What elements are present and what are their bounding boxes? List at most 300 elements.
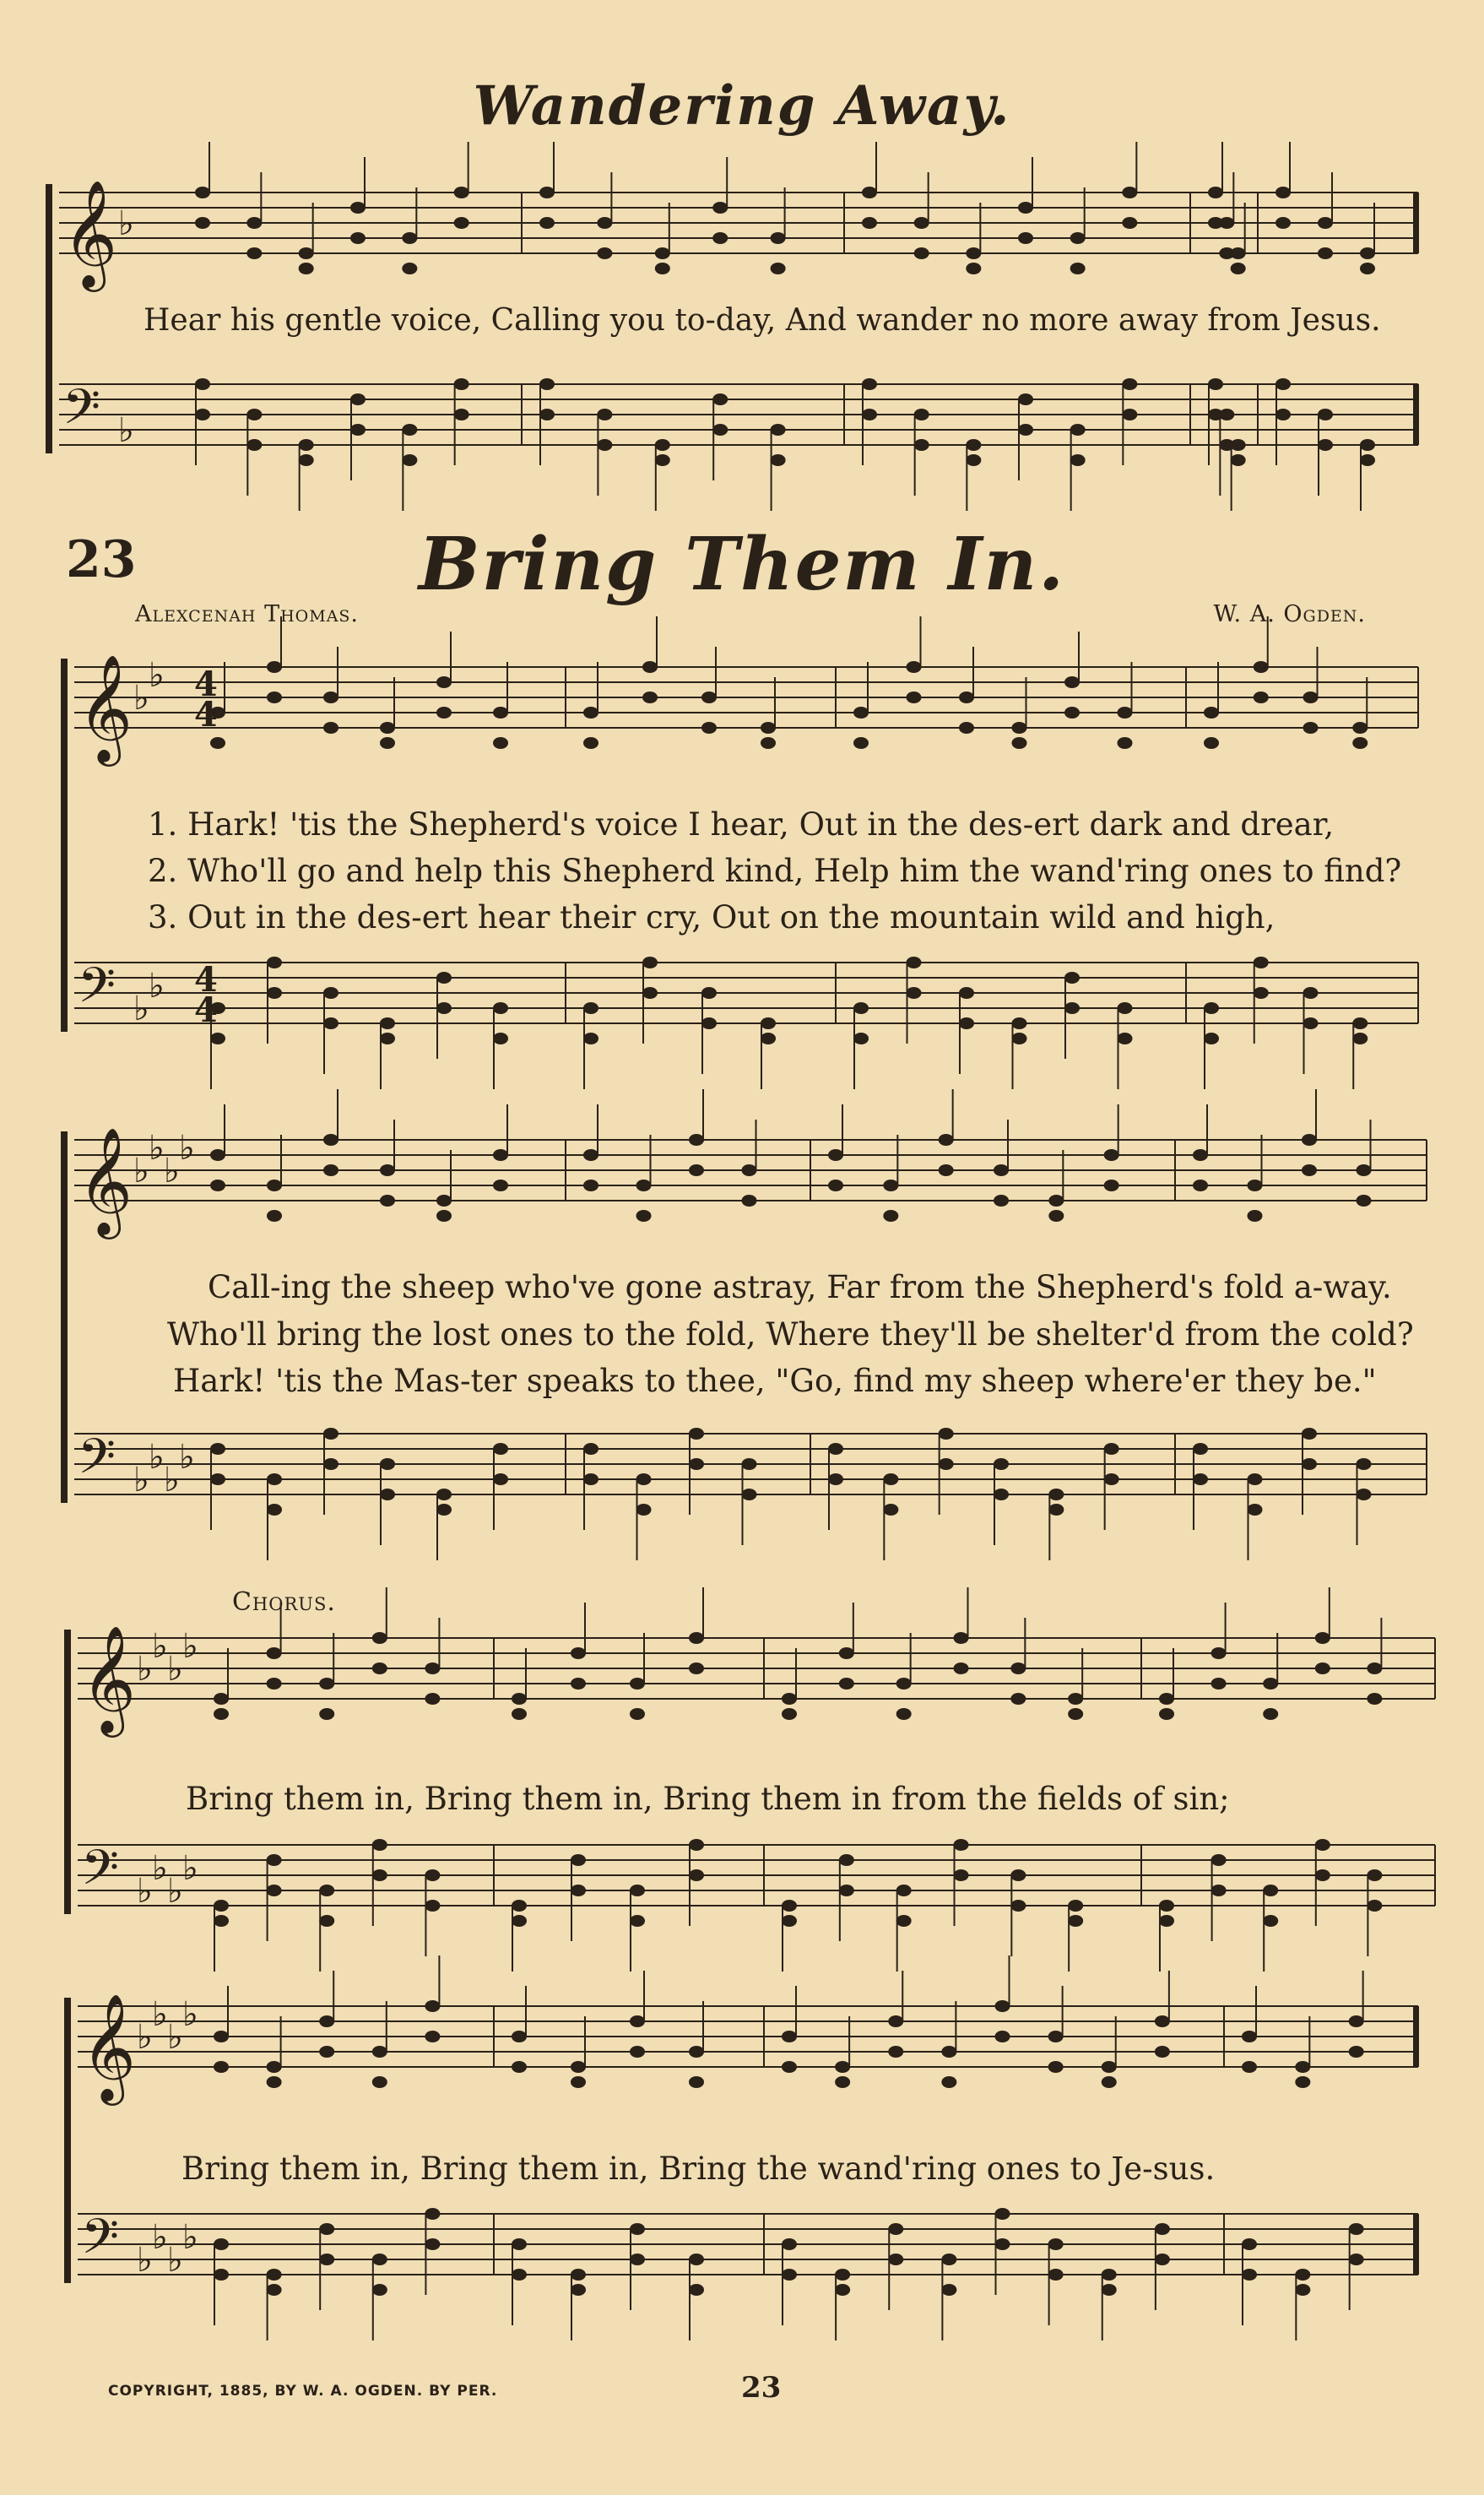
- note-head: [299, 247, 314, 259]
- note-head: [995, 2000, 1010, 2012]
- note-head: [372, 1839, 387, 1851]
- lyricist-credit: Alexcenah Thomas.: [135, 601, 360, 627]
- note-head: [493, 1149, 508, 1161]
- note-head: [1367, 1693, 1382, 1705]
- note-head: [1254, 957, 1269, 968]
- previous-hymn-lyrics: Hear his gentle voice, Calling you to-day, And wander no more away from Jesus.: [144, 303, 1381, 338]
- treble-clef-icon: 𝄞: [81, 1624, 137, 1733]
- note-head: [512, 2269, 527, 2281]
- note-head: [436, 707, 452, 719]
- note-head: [896, 1885, 912, 1896]
- note-head: [1275, 217, 1291, 229]
- note-head: [454, 187, 469, 198]
- note-head: [323, 1017, 339, 1029]
- note-head: [539, 409, 555, 420]
- note-head: [1357, 1164, 1372, 1176]
- flat-sign-icon: ♭: [137, 2018, 153, 2057]
- note-head: [1193, 1473, 1208, 1485]
- treble-clef-icon: 𝄞: [62, 179, 118, 287]
- note-head: [319, 2015, 334, 2027]
- note-head: [372, 2254, 387, 2265]
- note-head: [402, 232, 417, 244]
- note-head: [1360, 263, 1375, 274]
- note-head: [1204, 707, 1219, 719]
- note-head: [1219, 217, 1234, 229]
- note-head: [853, 1033, 869, 1044]
- note-head: [380, 1033, 395, 1044]
- note-head: [883, 1180, 898, 1191]
- note-head: [1231, 454, 1246, 466]
- note-head: [319, 1708, 334, 1720]
- note-head: [1155, 2223, 1170, 2235]
- note-head: [862, 378, 877, 390]
- note-head: [1193, 1149, 1208, 1161]
- final-barline: [1413, 2006, 1419, 2067]
- note-head: [454, 378, 469, 390]
- note-head: [1010, 1900, 1026, 1912]
- note-head: [907, 987, 922, 999]
- note-head: [1231, 263, 1246, 274]
- note-head: [210, 1473, 225, 1485]
- note-head: [425, 2000, 440, 2012]
- time-signature-bottom: 4: [194, 695, 218, 735]
- note-head: [512, 2061, 527, 2073]
- note-head: [1352, 737, 1368, 749]
- note-head: [883, 1504, 898, 1516]
- note-head: [1208, 187, 1223, 198]
- note-head: [1064, 707, 1080, 719]
- note-head: [1018, 202, 1033, 214]
- note-head: [267, 1473, 282, 1485]
- note-head: [299, 439, 314, 451]
- note-head: [862, 217, 877, 229]
- note-head: [1254, 661, 1269, 673]
- note-head: [771, 232, 786, 244]
- flat-sign-icon: ♭: [137, 1650, 153, 1689]
- note-head: [583, 1473, 598, 1485]
- note-head: [571, 2284, 586, 2296]
- flat-sign-icon: ♭: [149, 1129, 165, 1168]
- note-head: [771, 424, 786, 436]
- note-head: [493, 1002, 508, 1014]
- note-head: [1048, 1195, 1064, 1207]
- previous-hymn-title: Wandering Away.: [473, 74, 1011, 138]
- final-barline: [1413, 2214, 1419, 2275]
- note-head: [319, 1915, 334, 1927]
- note-head: [210, 1443, 225, 1455]
- flat-sign-icon: ♭: [164, 1461, 180, 1500]
- flat-sign-icon: ♭: [133, 679, 149, 718]
- flat-sign-icon: ♭: [118, 411, 134, 450]
- note-head: [939, 1164, 954, 1176]
- note-head: [267, 987, 282, 999]
- note-head: [1122, 187, 1137, 198]
- note-head: [493, 1033, 508, 1044]
- note-head: [246, 217, 262, 229]
- note-head: [689, 1662, 704, 1674]
- note-head: [853, 707, 869, 719]
- note-head: [380, 1017, 395, 1029]
- note-head: [712, 232, 728, 244]
- note-head: [853, 1002, 869, 1014]
- note-head: [835, 2061, 850, 2073]
- note-head: [1263, 1885, 1278, 1896]
- note-head: [436, 676, 452, 688]
- note-head: [571, 1647, 586, 1659]
- note-head: [1118, 737, 1133, 749]
- note-head: [712, 424, 728, 436]
- note-head: [1349, 2254, 1364, 2265]
- note-head: [597, 439, 612, 451]
- note-head: [323, 722, 339, 734]
- note-head: [1159, 1708, 1174, 1720]
- flat-sign-icon: ♭: [152, 2218, 168, 2257]
- note-head: [1155, 2015, 1170, 2027]
- note-head: [630, 1885, 645, 1896]
- note-head: [1211, 1854, 1227, 1866]
- note-head: [939, 1458, 954, 1470]
- treble-clef-icon: 𝄞: [78, 654, 133, 762]
- note-head: [1367, 1900, 1382, 1912]
- note-head: [966, 454, 981, 466]
- note-head: [210, 1180, 225, 1191]
- note-head: [372, 2284, 387, 2296]
- page-number: 23: [741, 2371, 782, 2405]
- note-head: [636, 1210, 652, 1222]
- note-head: [571, 2061, 586, 2073]
- note-head: [1102, 2061, 1117, 2073]
- note-head: [539, 187, 555, 198]
- note-head: [1275, 409, 1291, 420]
- flat-sign-icon: ♭: [167, 1650, 183, 1689]
- note-head: [323, 1428, 339, 1440]
- note-head: [1018, 393, 1033, 405]
- note-head: [1104, 1180, 1119, 1191]
- note-head: [246, 409, 262, 420]
- note-head: [1315, 1839, 1330, 1851]
- time-signature-top: 4: [194, 664, 218, 704]
- note-head: [914, 217, 929, 229]
- note-head: [1064, 1002, 1080, 1014]
- note-head: [372, 1662, 387, 1674]
- note-head: [267, 2284, 282, 2296]
- note-head: [782, 2061, 797, 2073]
- note-head: [1302, 1164, 1317, 1176]
- note-head: [862, 409, 877, 420]
- note-head: [761, 1017, 776, 1029]
- note-head: [267, 2061, 282, 2073]
- note-head: [896, 1915, 912, 1927]
- note-head: [630, 2015, 645, 2027]
- note-head: [571, 1854, 586, 1866]
- note-head: [636, 1180, 652, 1191]
- note-head: [883, 1473, 898, 1485]
- note-head: [1048, 2238, 1064, 2250]
- note-head: [1248, 1473, 1263, 1485]
- note-head: [350, 393, 366, 405]
- final-barline: [1413, 193, 1419, 253]
- note-head: [1349, 2046, 1364, 2058]
- note-head: [914, 409, 929, 420]
- note-head: [689, 1164, 704, 1176]
- note-head: [1155, 2254, 1170, 2265]
- note-head: [888, 2015, 903, 2027]
- note-head: [380, 1458, 395, 1470]
- note-head: [896, 1678, 912, 1690]
- note-head: [319, 1885, 334, 1896]
- note-head: [1275, 187, 1291, 198]
- note-head: [642, 957, 658, 968]
- note-head: [380, 1195, 395, 1207]
- note-head: [888, 2254, 903, 2265]
- note-head: [195, 378, 210, 390]
- note-head: [597, 409, 612, 420]
- note-head: [954, 1869, 969, 1881]
- system-bracket: [61, 1131, 68, 1503]
- note-head: [195, 409, 210, 420]
- note-head: [689, 1428, 704, 1440]
- note-head: [1219, 409, 1234, 420]
- flat-sign-icon: ♭: [179, 1438, 195, 1477]
- note-head: [214, 1900, 229, 1912]
- note-head: [267, 661, 282, 673]
- note-head: [1064, 676, 1080, 688]
- flat-sign-icon: ♭: [152, 1995, 168, 2034]
- note-head: [299, 454, 314, 466]
- flat-sign-icon: ♭: [167, 1872, 183, 1911]
- note-head: [907, 692, 922, 703]
- note-head: [1303, 987, 1319, 999]
- note-head: [267, 1678, 282, 1690]
- flat-sign-icon: ♭: [149, 1438, 165, 1477]
- note-head: [1122, 378, 1137, 390]
- note-head: [267, 1180, 282, 1191]
- note-head: [372, 2076, 387, 2088]
- note-head: [655, 263, 670, 274]
- note-head: [1118, 707, 1133, 719]
- note-head: [425, 2031, 440, 2042]
- note-head: [1048, 1489, 1064, 1500]
- note-head: [1048, 2269, 1064, 2281]
- note-head: [493, 1180, 508, 1191]
- note-head: [1248, 1504, 1263, 1516]
- note-head: [1012, 1017, 1027, 1029]
- bass-clef-icon: 𝄢: [81, 1839, 120, 1908]
- note-head: [350, 202, 366, 214]
- note-head: [839, 1885, 854, 1896]
- note-head: [771, 263, 786, 274]
- note-head: [839, 1854, 854, 1866]
- note-head: [1104, 1443, 1119, 1455]
- flat-sign-icon: ♭: [133, 1152, 149, 1191]
- bass-clef-icon: 𝄢: [81, 2208, 120, 2277]
- flat-sign-icon: ♭: [182, 1627, 198, 1666]
- note-head: [630, 1708, 645, 1720]
- note-head: [642, 661, 658, 673]
- note-head: [835, 2076, 850, 2088]
- note-head: [782, 2031, 797, 2042]
- note-head: [966, 263, 981, 274]
- note-head: [954, 1632, 969, 1644]
- note-head: [1193, 1443, 1208, 1455]
- note-head: [761, 1033, 776, 1044]
- note-head: [701, 987, 717, 999]
- note-head: [1360, 454, 1375, 466]
- note-head: [402, 454, 417, 466]
- note-head: [914, 439, 929, 451]
- flat-sign-icon: ♭: [182, 2218, 198, 2257]
- note-head: [1248, 1210, 1263, 1222]
- system-bracket: [46, 184, 52, 453]
- note-head: [828, 1149, 843, 1161]
- note-head: [1068, 1915, 1083, 1927]
- note-head: [425, 2238, 440, 2250]
- note-head: [350, 424, 366, 436]
- note-head: [425, 1693, 440, 1705]
- note-head: [1118, 1033, 1133, 1044]
- note-head: [1349, 2223, 1364, 2235]
- flat-sign-icon: ♭: [182, 1995, 198, 2034]
- flat-sign-icon: ♭: [149, 656, 165, 695]
- hymn-number: 23: [66, 530, 137, 589]
- note-head: [689, 2076, 704, 2088]
- note-head: [402, 263, 417, 274]
- note-head: [214, 2061, 229, 2073]
- note-head: [214, 2238, 229, 2250]
- note-head: [828, 1473, 843, 1485]
- note-head: [828, 1180, 843, 1191]
- note-head: [372, 2046, 387, 2058]
- note-head: [1302, 1134, 1317, 1146]
- note-head: [1204, 1002, 1219, 1014]
- note-head: [994, 1458, 1009, 1470]
- note-head: [782, 1708, 797, 1720]
- note-head: [1102, 2076, 1117, 2088]
- treble-clef-icon: 𝄞: [81, 1993, 137, 2101]
- note-head: [1048, 1504, 1064, 1516]
- note-head: [782, 1693, 797, 1705]
- chorus-label: Chorus.: [232, 1587, 336, 1617]
- note-head: [1122, 217, 1137, 229]
- note-head: [436, 1504, 452, 1516]
- note-head: [883, 1210, 898, 1222]
- note-head: [959, 1017, 974, 1029]
- note-head: [888, 2223, 903, 2235]
- flat-sign-icon: ♭: [167, 2241, 183, 2280]
- note-head: [1315, 1869, 1330, 1881]
- note-head: [939, 1134, 954, 1146]
- note-head: [1357, 1458, 1372, 1470]
- note-head: [1263, 1708, 1278, 1720]
- note-head: [689, 1134, 704, 1146]
- note-head: [1010, 1869, 1026, 1881]
- note-head: [701, 1017, 717, 1029]
- note-head: [1012, 1033, 1027, 1044]
- note-head: [1295, 2076, 1310, 2088]
- note-head: [436, 1002, 452, 1014]
- verse-2-line-2: Who'll bring the lost ones to the fold, Where they'll be shelter'd from the cold?: [167, 1316, 1414, 1353]
- note-head: [512, 1900, 527, 1912]
- note-head: [1012, 737, 1027, 749]
- note-head: [1254, 692, 1269, 703]
- note-head: [1242, 2031, 1257, 2042]
- note-head: [761, 737, 776, 749]
- note-head: [267, 1854, 282, 1866]
- note-head: [994, 1164, 1009, 1176]
- note-head: [655, 439, 670, 451]
- note-head: [994, 1489, 1009, 1500]
- note-head: [195, 217, 210, 229]
- note-head: [1010, 1693, 1026, 1705]
- note-head: [436, 1210, 452, 1222]
- note-head: [246, 247, 262, 259]
- note-head: [959, 692, 974, 703]
- flat-sign-icon: ♭: [133, 1461, 149, 1500]
- note-head: [941, 2284, 956, 2296]
- note-head: [1263, 1915, 1278, 1927]
- note-head: [914, 247, 929, 259]
- flat-sign-icon: ♭: [182, 1849, 198, 1888]
- note-head: [214, 1708, 229, 1720]
- note-head: [839, 1678, 854, 1690]
- note-head: [1048, 1210, 1064, 1222]
- note-head: [436, 1489, 452, 1500]
- note-head: [1104, 1473, 1119, 1485]
- note-head: [493, 707, 508, 719]
- note-head: [1068, 1900, 1083, 1912]
- note-head: [642, 987, 658, 999]
- note-head: [583, 1149, 598, 1161]
- note-head: [214, 1693, 229, 1705]
- note-head: [1012, 722, 1027, 734]
- note-head: [1159, 1915, 1174, 1927]
- note-head: [195, 187, 210, 198]
- note-head: [1048, 2061, 1064, 2073]
- note-head: [583, 1002, 598, 1014]
- note-head: [571, 2269, 586, 2281]
- note-head: [1318, 217, 1333, 229]
- note-head: [862, 187, 877, 198]
- note-head: [539, 378, 555, 390]
- note-head: [319, 2046, 334, 2058]
- note-head: [966, 439, 981, 451]
- note-head: [267, 1504, 282, 1516]
- flat-sign-icon: ♭: [167, 2018, 183, 2057]
- note-head: [941, 2254, 956, 2265]
- note-head: [1064, 972, 1080, 984]
- note-head: [1275, 378, 1291, 390]
- note-head: [1352, 722, 1368, 734]
- note-head: [742, 1489, 757, 1500]
- time-signature-bottom: 4: [194, 990, 218, 1030]
- note-head: [1231, 439, 1246, 451]
- note-head: [1352, 1017, 1368, 1029]
- chorus-line-1: Bring them in, Bring them in, Bring them in from the fields of sin;: [186, 1781, 1230, 1817]
- note-head: [655, 247, 670, 259]
- note-head: [1302, 1428, 1317, 1440]
- note-head: [1295, 2061, 1310, 2073]
- bass-clef-icon: 𝄢: [78, 957, 116, 1026]
- note-head: [907, 957, 922, 968]
- note-head: [1254, 987, 1269, 999]
- flat-sign-icon: ♭: [152, 1627, 168, 1666]
- note-head: [372, 1632, 387, 1644]
- note-head: [630, 1915, 645, 1927]
- note-head: [782, 2269, 797, 2281]
- note-head: [267, 1647, 282, 1659]
- note-head: [1263, 1678, 1278, 1690]
- note-head: [512, 2031, 527, 2042]
